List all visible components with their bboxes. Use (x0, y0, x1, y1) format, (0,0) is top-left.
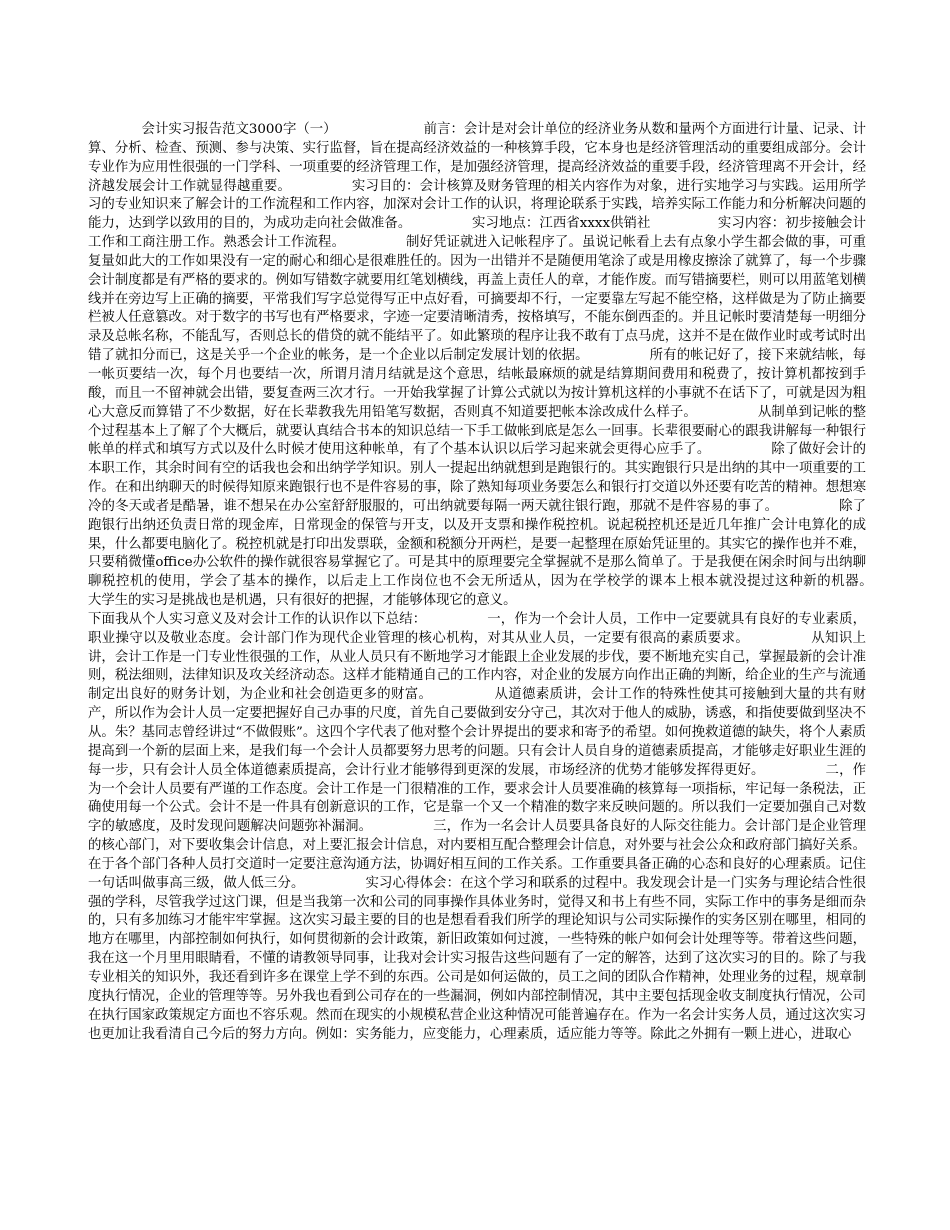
document-paragraph-2: 下面我从个人实习意义及对会计工作的认识作以下总结： 一，作为一个会计人员，工作中一定要就具有良好的专业素质，职业操守以及敬业态度。会计部门作为现代企业管理的核心机构，对其从业人员，一定要有很高的素质要求。 从知识上讲，会计工作是一门专业性很强的工作，从业人员只有不断地学习才能跟上企业发展的步伐，要不断地充实自己，掌握最新的会计准则，税法细则，法律知识及攻关经济动态。这样才能精通自己的工作内容，对企业的发展方向作出正确的判断，给企业的生产与流通制定出良好的财务计划，为企业和社会创造更多的财富。 从道德素质讲，会计工作的特殊性使其可接触到大量的共有财产，所以作为会计人员一定要把握好自己办事的尺度，首先自己要做到安分守己，其次对于他人的威胁，诱惑，和指使要做到坚决不从。朱？基同志曾经讲过“不做假账”。这四个字代表了他对整个会计界提出的要求和寄予的希望。如何挽救道德的缺失，将个人素质提高到一个新的层面上来，是我们每一个会计人员都要努力思考的问题。只有会计人员自身的道德素质提高，才能够走好职业生涯的每一步，只有会计人员全体道德素质提高，会计行业才能够得到更深的发展，市场经济的优势才能够发挥得更好。 二，作为一个会计人员要有严谨的工作态度。会计工作是一门很精准的工作，要求会计人员要准确的核算每一项指标，牢记每一条税法，正确使用每一个公式。会计不是一件具有创新意识的工作，它是靠一个又一个精准的数字来反映问题的。所以我们一定要加强自己对数字的敏感度，及时发现问题解决问题弥补漏洞。 三，作为一名会计人员要具备良好的人际交往能力。会计部门是企业管理的核心部门，对下要收集会计信息，对上要汇报会计信息，对内要相互配合整理会计信息，对外要与社会公众和政府部门搞好关系。在于各个部门各种人员打交道时一定要注意沟通方法，协调好相互间的工作关系。工作重要具备正确的心态和良好的心理素质。记住一句话叫做事高三级，做人低三分。 实习心得体会：在这个学习和联系的过程中。我发现会计是一门实务与理论结合性很强的学科，尽管我学过这门课，但是当我第一次和公司的同事操作具体业务时，觉得又和书上有些不同，实际工作中的事务是细而杂的，只有多加练习才能牢牢掌握。这次实习最主要的目的也是想看看我们所学的理论知识与公司实际操作的实务区别在哪里，相同的地方在哪里，内部控制如何执行，如何贯彻新的会计政策，新旧政策如何过渡，一些特殊的帐户如何会计处理等等。带着这些问题，我在这一个月里用眼睛看，不懂的请教领导同事，让我对会计实习报告这些问题有了一定的解答，达到了这次实习的目的。除了与我专业相关的知识外，我还看到许多在课堂上学不到的东西。公司是如何运做的，员工之间的团队合作精神，处理业务的过程，规章制度执行情况，企业的管理等等。另外我也看到公司存在的一些漏洞，例如内部控制情况，其中主要包括现金收支制度执行情况，公司在执行国家政策规定方面也不容乐观。然而在现实的小规模私营企业这种情况可能普遍存在。作为一名会计实务人员，通过这次实习也更加让我看清自己今后的努力方向。例如：实务能力，应变能力，心理素质，适应能力等等。除此之外拥有一颗上进心，进取心 (88, 611, 866, 1042)
document-body (88, 121, 933, 1044)
document-paragraph-1: 会计实习报告范文3000字（一） 前言：会计是对会计单位的经济业务从数和量两个方面进行计量、记录、计算、分析、检查、预测、参与决策、实行监督，旨在提高经济效益的一种核算手段，它本身也是经济管理活动的重要组成部分。会计专业作为应用性很强的一门学科、一项重要的经济管理工作，是加强经济管理，提高经济效益的重要手段，经济管理离不开会计，经济越发展会计工作就显得越重要。 实习目的：会计核算及财务管理的相关内容作为对象，进行实地学习与实践。运用所学习的专业知识来了解会计的工作流程和工作内容，加深对会计工作的认识，将理论联系于实践，培养实际工作能力和分析解决问题的能力，达到学以致用的目的，为成功走向社会做准备。 实习地点：江西省xxxx供销社 实习内容：初步接触会计工作和工商注册工作。熟悉会计工作流程。 制好凭证就进入记帐程序了。虽说记帐看上去有点象小学生都会做的事，可重复量如此大的工作如果没有一定的耐心和细心是很难胜任的。因为一出错并不是随便用笔涂了或是用橡皮擦涂了就算了，每一个步骤会计制度都是有严格的要求的。例如写错数字就要用红笔划横线，再盖上责任人的章，才能作废。而写错摘要栏，则可以用蓝笔划横线并在旁边写上正确的摘要，平常我们写字总觉得写正中点好看，可摘要却不行，一定要靠左写起不能空格，这样做是为了防止摘要栏被人任意篡改。对于数字的书写也有严格要求，字迹一定要清晰清秀，按格填写，不能东倒西歪的。并且记帐时要清楚每一明细分录及总帐名称，不能乱写，否则总长的借贷的就不能结平了。如此繁琐的程序让我不敢有丁点马虎，这并不是在做作业时或考试时出错了就扣分而已，这是关乎一个企业的帐务，是一个企业以后制定发展计划的依据。 所有的帐记好了，接下来就结帐，每一帐页要结一次，每个月也要结一次，所谓月清月结就是这个意思，结帐最麻烦的就是结算期间费用和税费了，按计算机都按到手酸，而且一不留神就会出错，要复查两三次才行。一开始我掌握了计算公式就以为按计算机这样的小事就不在话下了，可就是因为粗心大意反而算错了不少数据，好在长辈教我先用铅笔写数据，否则真不知道要把帐本涂改成什么样子。 从制单到记帐的整个过程基本上了解了个大概后，就要认真结合书本的知识总结一下手工做帐到底是怎么一回事。长辈很要耐心的跟我讲解每一种银行帐单的样式和填写方式以及什么时候才使用这种帐单，有了个基本认识以后学习起来就会更得心应手了。 除了做好会计的本职工作，其余时间有空的话我也会和出纳学学知识。别人一提起出纳就想到是跑银行的。其实跑银行只是出纳的其中一项重要的工作。在和出纳聊天的时候得知原来跑银行也不是件容易的事，除了熟知每项业务要怎么和银行打交道以外还要有吃苦的精神。想想寒冷的冬天或者是酷暑，谁不想呆在办公室舒舒服服的，可出纳就要每隔一两天就往银行跑，那就不是件容易的事了。 除了跑银行出纳还负责日常的现金库，日常现金的保管与开支，以及开支票和操作税控机。说起税控机还是近几年推广会计电算化的成果，什么都要电脑化了。税控机就是打印出发票联，金额和税额分开两栏，是要一起整理在原始凭证里的。其实它的操作也并不难，只要稍微懂office办公软件的操作就很容易掌握它了。可是其中的原理要完全掌握就不是那么简单了。于是我便在闲余时间与出纳聊聊税控机的使用，学会了基本的操作，以后走上工作岗位也不会无所适从，因为在学校学的课本上根本就没提过这种新的机器。 大学生的实习是挑战也是机遇，只有很好的把握，才能够体现它的意义。 (88, 122, 933, 609)
